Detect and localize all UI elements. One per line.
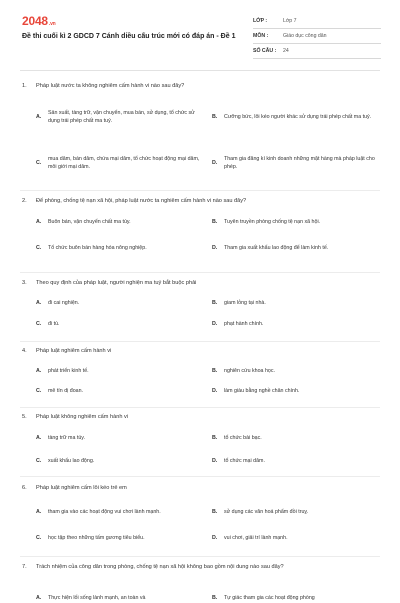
question-text: Pháp luật nước ta không nghiêm cấm hành vi nào sau đây? [36,83,185,89]
question-number: 6. [22,485,27,491]
option-letter: B. [212,435,218,441]
logo-suffix: .vn [48,21,56,27]
option-b[interactable] [212,593,382,603]
option-d[interactable] [212,237,382,259]
option-d[interactable] [212,455,382,467]
option-text: tổ chức mại dâm. [224,458,265,464]
header-divider [20,70,380,71]
option-text: tham gia vào các hoạt động vui chơi lành mạnh. [48,509,161,515]
option-letter: D. [212,160,218,166]
question-number: 3. [22,280,27,286]
meta-label: SỐ CÂU : [253,48,277,54]
option-d[interactable] [212,144,382,182]
option-letter: D. [212,458,218,464]
option-text: phạt hành chính. [224,321,264,327]
option-letter: C. [36,160,42,166]
option-letter: A. [36,435,42,441]
option-letter: C. [36,535,42,541]
option-text: nghiên cứu khoa học. [224,368,275,374]
option-text: mua dâm, bán dâm, chứa mại dâm, tổ chức hoạt động mại dâm, môi giới mại dâm. [48,156,200,170]
question-separator [20,407,380,408]
option-letter: A. [36,368,42,374]
document-meta [253,14,381,59]
meta-value: 24 [283,48,289,54]
option-letter: B. [212,509,218,515]
option-c[interactable] [36,455,206,467]
option-text: Thực hiện lối sống lành mạnh, an toàn và [48,595,146,601]
question-separator [20,272,380,273]
meta-row-class [253,14,381,29]
option-text: Cưỡng bức, lôi kéo người khác sử dụng trái phép chất ma tuý. [224,114,372,120]
option-letter: A. [36,114,42,120]
option-letter: C. [36,321,42,327]
meta-value: Lớp 7 [283,18,297,24]
question-stem [22,82,382,91]
option-a[interactable] [36,365,206,377]
option-a[interactable] [36,98,206,136]
option-letter: B. [212,368,218,374]
option-text: Tổ chức buôn bán hàng hóa nông nghiệp. [48,245,147,251]
option-text: Tham gia xuất khẩu lao động để làm kinh tế. [224,245,329,251]
question-stem [22,563,372,572]
meta-label: MÔN : [253,33,269,39]
option-text: vui chơi, giải trí lành mạnh. [224,535,288,541]
option-letter: A. [36,595,42,601]
question-text: Pháp luật nghiêm cấm hành vi [36,348,112,354]
option-letter: C. [36,388,42,394]
question-separator [20,556,380,557]
option-d[interactable] [212,385,382,397]
option-text: Tham gia đăng kí kinh doanh những mặt hàng mà pháp luật cho phép. [224,156,375,170]
question-text: Pháp luật không nghiêm cấm hành vi [36,414,129,420]
question-number: 7. [22,564,27,570]
question-text: Pháp luật nghiêm cấm lôi kéo trẻ em [36,485,127,491]
document-title: Đề thi cuối kì 2 GDCD 7 Cánh diều cấu trúc mới có đáp án - Đề 1 [22,33,236,40]
option-b[interactable] [212,432,382,444]
option-letter: B. [212,300,218,306]
question-number: 4. [22,348,27,354]
option-text: xuất khẩu lao động. [48,458,95,464]
question-text: Để phòng, chống tệ nạn xã hội, pháp luật nước ta nghiêm cấm hành vi nào sau đây? [36,198,247,204]
page-header [0,0,400,62]
question-stem [22,347,382,356]
option-c[interactable] [36,385,206,397]
option-text: Tự giác tham gia các hoạt động phòng [224,595,315,601]
option-a[interactable] [36,593,206,603]
option-b[interactable] [212,501,382,523]
option-d[interactable] [212,532,382,544]
option-letter: D. [212,535,218,541]
option-text: giam lỏng tại nhà. [224,300,266,306]
question-separator [20,476,380,477]
option-letter: D. [212,245,218,251]
question-number: 5. [22,414,27,420]
option-a[interactable] [36,297,206,309]
meta-value: Giáo dục công dân [283,33,327,39]
question-stem [22,484,382,493]
question-stem [22,279,382,288]
option-letter: D. [212,388,218,394]
option-text: phát triển kinh tế. [48,368,89,374]
option-letter: C. [36,458,42,464]
option-text: sử dụng các văn hoá phẩm đồi truỵ. [224,509,309,515]
option-c[interactable] [36,318,206,330]
option-c[interactable] [36,532,206,544]
option-letter: A. [36,300,42,306]
meta-row-subject [253,29,381,44]
option-a[interactable] [36,432,206,444]
option-text: tổ chức bài bạc. [224,435,262,441]
option-text: đi cai nghiện. [48,300,80,306]
option-text: Sản xuất, tàng trữ, vận chuyển, mua bán, sử dụng, tổ chức sử dụng trái phép chất ma tuý. [48,110,195,124]
question-text: Trách nhiệm của công dân trong phòng, chống tệ nạn xã hội không bao gồm nội dung nào sau đây? [36,564,284,570]
question-text: Theo quy định của pháp luật, người nghiện ma tuý bắt buộc phải [36,280,197,286]
option-b[interactable] [212,98,382,136]
option-letter: C. [36,245,42,251]
option-letter: A. [36,219,42,225]
option-b[interactable] [212,215,382,229]
option-letter: D. [212,321,218,327]
question-stem [22,197,382,206]
question-separator [20,341,380,342]
meta-row-count [253,44,381,59]
site-logo[interactable] [22,14,56,28]
option-text: học tập theo những tấm gương tiêu biểu. [48,535,145,541]
option-letter: A. [36,509,42,515]
option-d[interactable] [212,318,382,330]
option-text: Buôn bán, vận chuyển chất ma túy. [48,219,131,225]
option-text: làm giàu bằng nghề chân chính. [224,388,300,394]
question-separator [20,190,380,191]
option-b[interactable] [212,297,382,309]
option-text: mê tín dị đoan. [48,388,84,394]
option-c[interactable] [36,144,206,182]
option-letter: B. [212,114,218,120]
question-number: 1. [22,83,27,89]
option-text: đi tù. [48,321,60,327]
option-c[interactable] [36,237,206,259]
meta-label: LỚP : [253,18,268,24]
option-text: Tuyên truyền phòng chống tệ nạn xã hội. [224,219,321,225]
option-letter: B. [212,219,218,225]
option-a[interactable] [36,501,206,523]
option-b[interactable] [212,365,382,377]
option-a[interactable] [36,215,206,229]
logo-text: 2048 [22,14,48,28]
question-stem [22,413,382,422]
question-number: 2. [22,198,27,204]
option-text: tàng trữ ma túy. [48,435,86,441]
option-letter: B. [212,595,218,601]
